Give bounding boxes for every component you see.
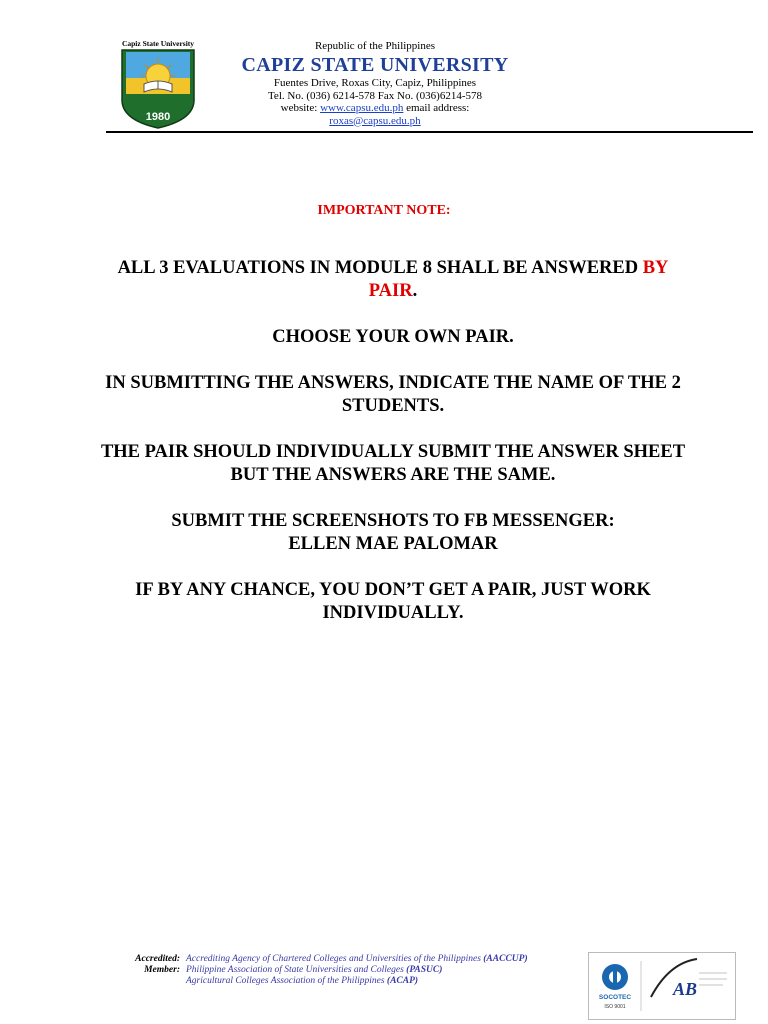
accredited-label: Accredited: <box>135 954 180 964</box>
member-text-2: Agricultural Colleges Association of the Philippines (ACAP) <box>186 976 419 986</box>
letterhead-text <box>210 40 540 127</box>
socotec-iso: ISO 9001 <box>604 1004 626 1010</box>
notice-5-line-2: ELLEN MAE PALOMAR <box>288 534 498 554</box>
website-line <box>210 102 540 115</box>
website-link[interactable]: www.capsu.edu.ph <box>320 102 404 114</box>
member-text-1: Philippine Association of State Universities and Colleges (PASUC) <box>186 965 443 975</box>
notice-paragraph-3: IN SUBMITTING THE ANSWERS, INDICATE THE NAME OF THE 2 STUDENTS. <box>105 373 681 416</box>
notice-1-period: . <box>412 281 418 301</box>
notice-paragraph-5 <box>98 510 688 556</box>
notice-5-line-1: SUBMIT THE SCREENSHOTS TO FB MESSENGER: <box>171 511 615 531</box>
member-2-abbr: (ACAP) <box>386 976 419 986</box>
notice-paragraph-4: THE PAIR SHOULD INDIVIDUALLY SUBMIT THE ANSWER SHEET BUT THE ANSWERS ARE THE SAME. <box>100 442 686 485</box>
website-label: website: <box>280 102 318 114</box>
notice-1-text: ALL 3 EVALUATIONS IN MODULE 8 SHALL BE ANSWERED <box>117 258 639 278</box>
footer-accreditation <box>106 954 596 987</box>
notice-paragraph-6: IF BY ANY CHANCE, YOU DON’T GET A PAIR, JUST WORK INDIVIDUALLY. <box>135 580 651 623</box>
member-label: Member: <box>144 965 180 975</box>
logo-year: 1980 <box>145 111 171 123</box>
phone-line: Tel. No. (036) 6214-578 Fax No. (036)6214-578 <box>267 89 482 102</box>
header-divider <box>106 131 753 133</box>
accredited-abbr: (AACCUP) <box>483 954 528 964</box>
logo-caption: Capiz State University <box>121 39 195 48</box>
email-label: email address: <box>406 102 470 114</box>
notice-body <box>98 257 688 648</box>
notice-paragraph-2: CHOOSE YOUR OWN PAIR. <box>272 327 514 347</box>
university-logo <box>118 38 198 130</box>
letterhead <box>0 0 768 140</box>
jas-anz-badge <box>651 959 727 999</box>
ab-mark: AB <box>673 979 698 999</box>
important-note-heading: IMPORTANT NOTE: <box>317 203 451 218</box>
accredited-text: Accrediting Agency of Chartered Colleges and Universities of the Philippines (AACCUP) <box>186 954 528 964</box>
socotec-name: SOCOTEC <box>598 994 632 1001</box>
notice-paragraph-1 <box>98 257 688 303</box>
republic-line: Republic of the Philippines <box>314 40 436 52</box>
by-pair-emphasis: BY PAIR <box>368 258 669 301</box>
email-link[interactable]: roxas@capsu.edu.ph <box>329 114 421 127</box>
socotec-badge <box>595 959 635 1013</box>
university-name: CAPIZ STATE UNIVERSITY <box>241 54 509 76</box>
address-line: Fuentes Drive, Roxas City, Capiz, Philippines <box>273 77 477 89</box>
certification-badges <box>588 952 736 1020</box>
member-1-abbr: (PASUC) <box>406 965 443 975</box>
